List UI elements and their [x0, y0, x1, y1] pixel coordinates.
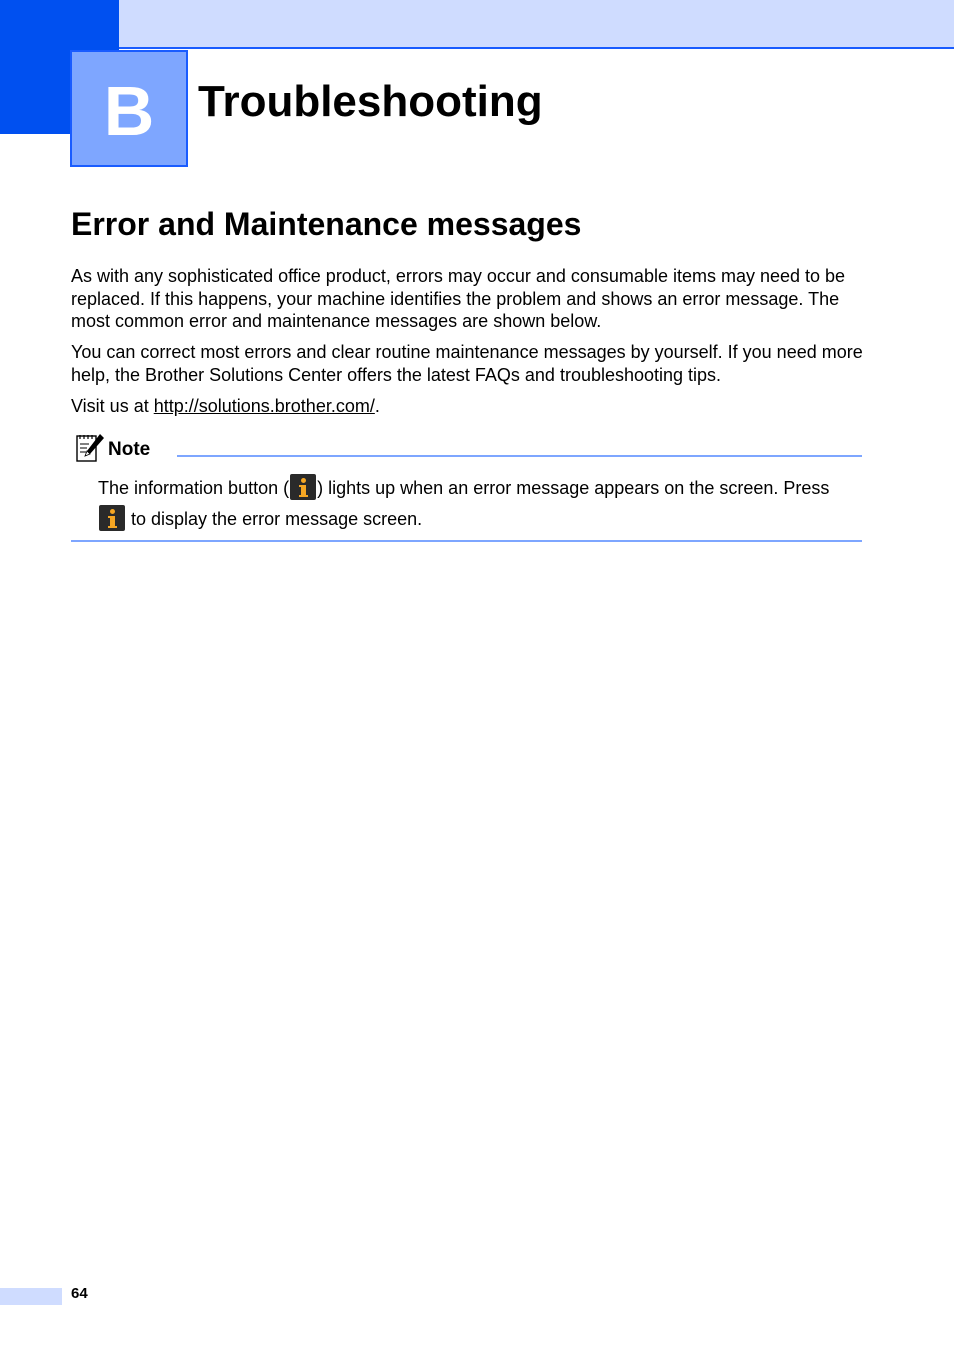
chapter-badge	[70, 50, 188, 167]
page-number: 64	[71, 1285, 88, 1302]
note-top-rule	[177, 455, 862, 457]
footer-band	[0, 1288, 62, 1305]
note-line2-after: to display the error message screen.	[126, 509, 423, 529]
paragraph-visit	[71, 395, 871, 418]
visit-prefix: Visit us at	[71, 396, 154, 416]
note-line-1	[98, 474, 868, 500]
note-line1-before: The information button (	[98, 478, 290, 498]
info-icon	[99, 505, 125, 531]
note-line-2	[98, 505, 868, 531]
solutions-link[interactable]: http://solutions.brother.com/	[153, 396, 375, 416]
note-line1-after: ) lights up when an error message appears on the screen. Press	[317, 478, 830, 498]
note-pencil-icon	[74, 432, 106, 464]
paragraph-intro: As with any sophisticated office product, errors may occur and consumable items may need to be replaced. If this happens, your machine identifies the problem and shows an error message. The most common error and maintenance messages are shown below.	[71, 266, 846, 331]
paragraph-help: You can correct most errors and clear routine maintenance messages by yourself. If you need more help, the Brother Solutions Center offers the latest FAQs and troubleshooting tips.	[71, 342, 863, 385]
section-title: Error and Maintenance messages	[71, 206, 582, 242]
chapter-title: Troubleshooting	[198, 77, 543, 126]
info-icon	[290, 474, 316, 500]
chapter-letter: B	[103, 71, 155, 150]
header-band	[0, 0, 954, 49]
note-label: Note	[108, 439, 151, 460]
visit-suffix: .	[374, 396, 380, 416]
note-bottom-rule	[71, 540, 862, 542]
